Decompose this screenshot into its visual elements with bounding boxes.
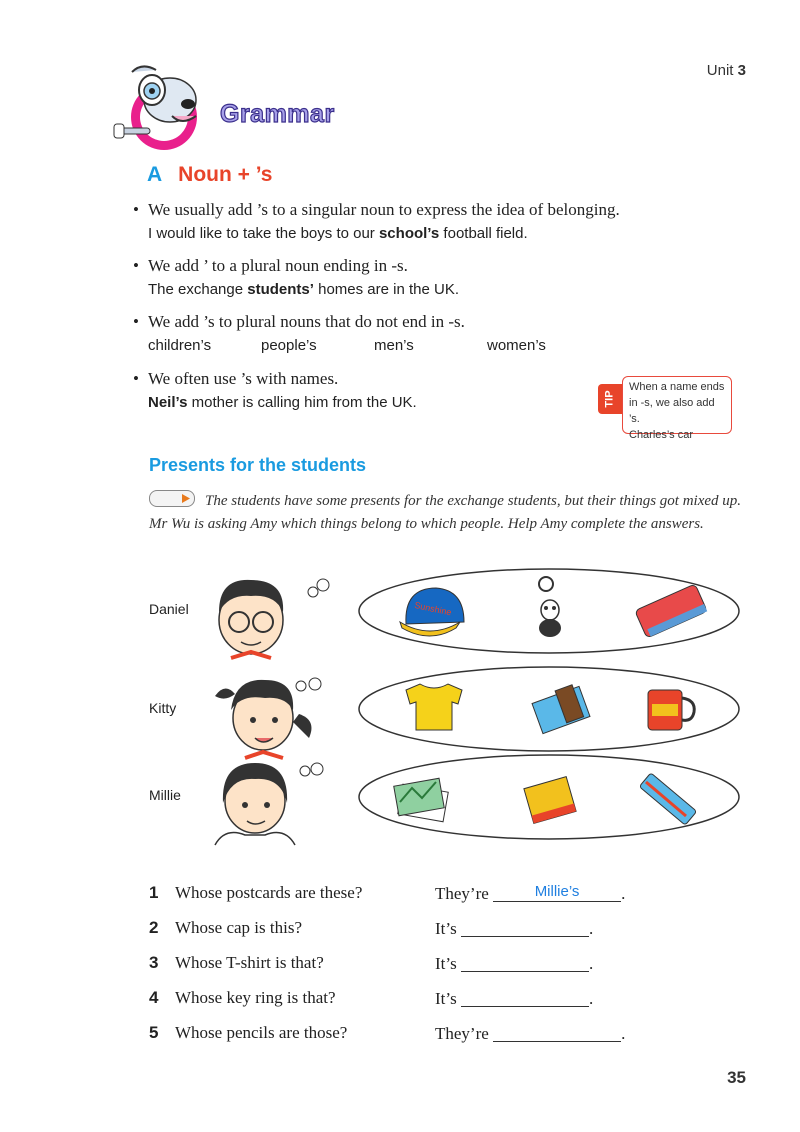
section-letter: A — [147, 163, 163, 186]
rule-text: • We often use ’s with names. — [133, 369, 713, 389]
person-name: Millie — [149, 787, 181, 803]
answer: It’s . — [435, 954, 594, 973]
millie-items-cloud — [356, 752, 742, 842]
kitty-face-icon — [205, 668, 340, 763]
section-a-title: Noun + ’s — [178, 163, 273, 186]
plural-example: children’s — [148, 337, 212, 354]
rule-example: I would like to take the boys to our school’s football field. — [148, 225, 528, 242]
plural-example: men’s — [374, 337, 414, 354]
answer-blank[interactable] — [461, 918, 589, 937]
rule-text: • We add ’ to a plural noun ending in -s. — [133, 256, 713, 276]
postcards-icon — [394, 778, 449, 822]
brand-label: Sunshine — [413, 599, 453, 618]
tip-line: When a name ends — [629, 381, 725, 393]
rule-1 — [133, 200, 713, 242]
answer: It’s . — [435, 989, 594, 1008]
question-row: 1 Whose postcards are these? — [149, 883, 363, 902]
section-title: Grammar — [220, 100, 335, 128]
tip-box — [622, 376, 732, 441]
rule-2 — [133, 256, 713, 298]
instruction: The students have some presents for the exchange students, but their things got mixed up. Mr Wu is asking Amy which things belong to which people. Help Amy complete the answers. — [149, 490, 744, 535]
tip-line: in -s, we also add ’s. — [629, 397, 715, 425]
question-row: 5 Whose pencils are those? — [149, 1023, 348, 1042]
rule-3 — [133, 312, 713, 354]
grammar-mascot-icon — [112, 62, 222, 152]
kitty-items-cloud — [356, 664, 742, 754]
answer: They’re Millie’s . — [435, 883, 626, 903]
plural-example: women’s — [487, 337, 546, 354]
answer-blank[interactable] — [461, 988, 589, 1007]
answer-blank[interactable] — [461, 953, 589, 972]
rule-example: Neil’s mother is calling him from the UK. — [148, 394, 417, 411]
presents-title: Presents for the students — [149, 455, 367, 475]
rule-text: • We usually add ’s to a singular noun to express the idea of belonging. — [133, 200, 713, 220]
daniel-face-icon — [205, 570, 340, 665]
rule-text: • We add ’s to plural nouns that do not end in -s. — [133, 312, 713, 332]
question-row: 4 Whose key ring is that? — [149, 988, 336, 1007]
unit-label: Unit 3 — [706, 62, 746, 79]
person-name: Kitty — [149, 700, 177, 716]
plural-examples — [133, 337, 713, 354]
question-row: 2 Whose cap is this? — [149, 918, 302, 937]
plural-example: people’s — [261, 337, 317, 354]
person-name: Daniel — [149, 601, 189, 617]
filled-answer: Millie’s — [534, 883, 580, 900]
tip-label: TIP — [598, 384, 622, 414]
question-row: 3 Whose T-shirt is that? — [149, 953, 324, 972]
page-number: 35 — [727, 1068, 746, 1087]
daniel-items-cloud — [356, 566, 742, 656]
answer-blank[interactable] — [493, 883, 621, 902]
play-icon — [182, 494, 190, 503]
rule-example: The exchange students’ homes are in the UK. — [148, 281, 460, 298]
answer-blank[interactable] — [493, 1023, 621, 1042]
audio-button[interactable] — [149, 490, 195, 507]
millie-face-icon — [205, 755, 340, 850]
answer: They’re . — [435, 1024, 626, 1043]
tip-line: Charles’s car — [629, 429, 693, 441]
section-a-heading — [147, 163, 273, 187]
answer: It’s . — [435, 919, 594, 938]
